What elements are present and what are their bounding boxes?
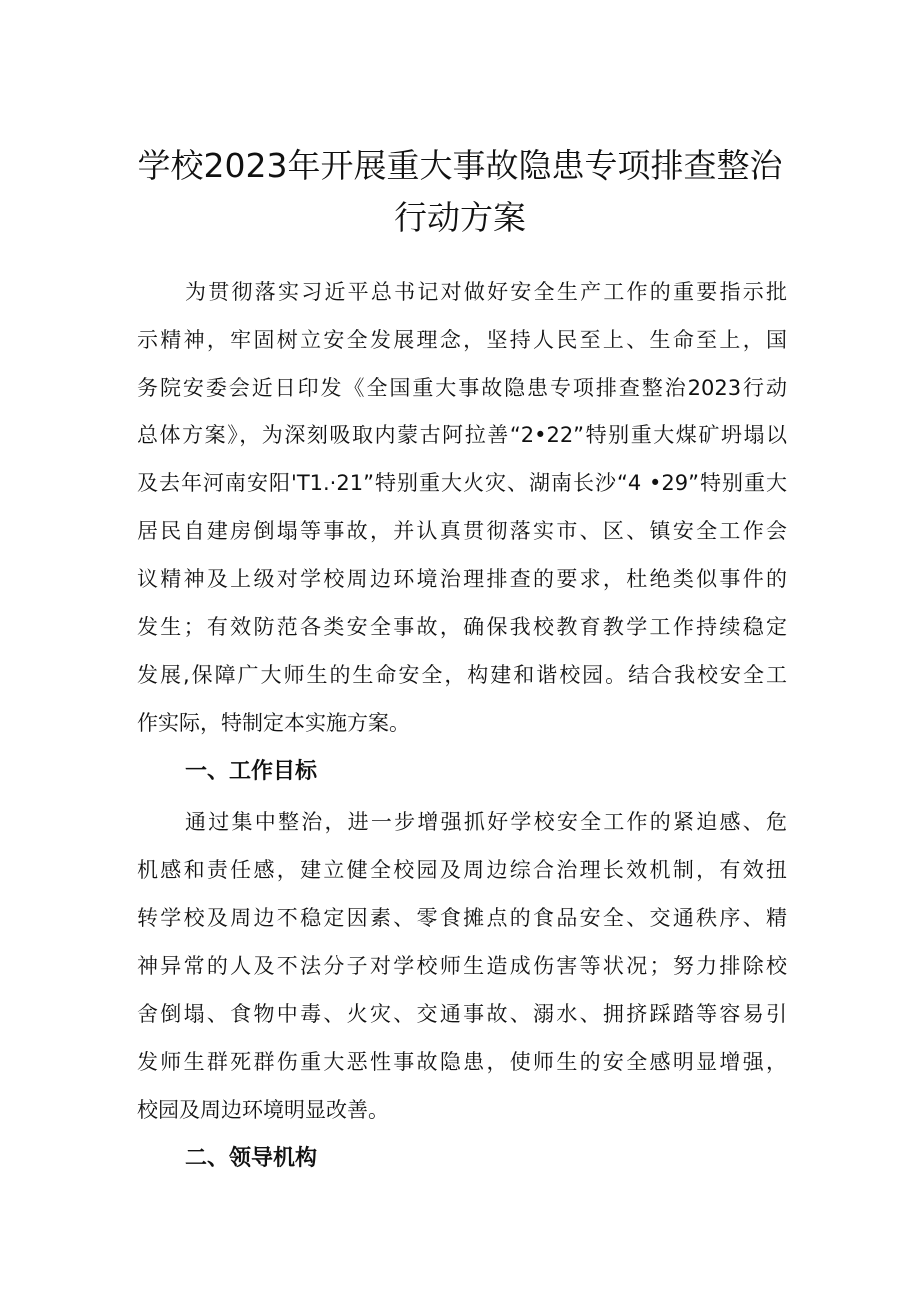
section-heading-leadership: 二、领导机构 (185, 1146, 318, 1171)
intro-line: 发生；有效防范各类安全事故，确保我校教育教学工作持续稳定 (137, 615, 787, 639)
intro-line: 为贯彻落实习近平总书记对做好安全生产工作的重要指示批 (185, 280, 787, 304)
intro-line: 发展,保障广大师生的生命安全，构建和谐校园。结合我校安全工 (137, 663, 787, 687)
intro-line: 居民自建房倒塌等事故，并认真贯彻落实市、区、镇安全工作会 (137, 519, 787, 543)
goals-line: 转学校及周边不稳定因素、零食摊点的食品安全、交通秩序、精 (137, 906, 787, 930)
intro-line: 作实际，特制定本实施方案。 (137, 711, 410, 735)
intro-line: 示精神，牢固树立安全发展理念，坚持人民至上、生命至上，国 (137, 328, 787, 352)
document-title-line-1: 学校2023年开展重大事故隐患专项排查整治 (137, 146, 783, 185)
section-heading-goals: 一、工作目标 (185, 759, 318, 784)
intro-line: 及去年河南安阳'T1.·21”特别重大火灾、湖南长沙“4 •29”特别重大 (137, 471, 787, 495)
goals-line: 机感和责任感，建立健全校园及周边综合治理长效机制，有效扭 (137, 858, 787, 882)
goals-line: 通过集中整治，进一步增强抓好学校安全工作的紧迫感、危 (185, 810, 787, 834)
goals-line: 舍倒塌、食物中毒、火灾、交通事故、溺水、拥挤踩踏等容易引 (137, 1002, 787, 1026)
goals-line: 神异常的人及不法分子对学校师生造成伤害等状况；努力排除校 (137, 954, 787, 978)
goals-line: 发师生群死群伤重大恶性事故隐患，使师生的安全感明显增强， (137, 1050, 787, 1074)
document-title-line-2: 行动方案 (394, 198, 526, 237)
intro-line: 议精神及上级对学校周边环境治理排查的要求，杜绝类似事件的 (137, 567, 787, 591)
intro-line: 总体方案》，为深刻吸取内蒙古阿拉善“2•22”特别重大煤矿坍塌以 (137, 423, 787, 447)
goals-line: 校园及周边环境明显改善。 (137, 1098, 389, 1122)
intro-line: 务院安委会近日印发《全国重大事故隐患专项排查整治2023行动 (137, 376, 787, 400)
